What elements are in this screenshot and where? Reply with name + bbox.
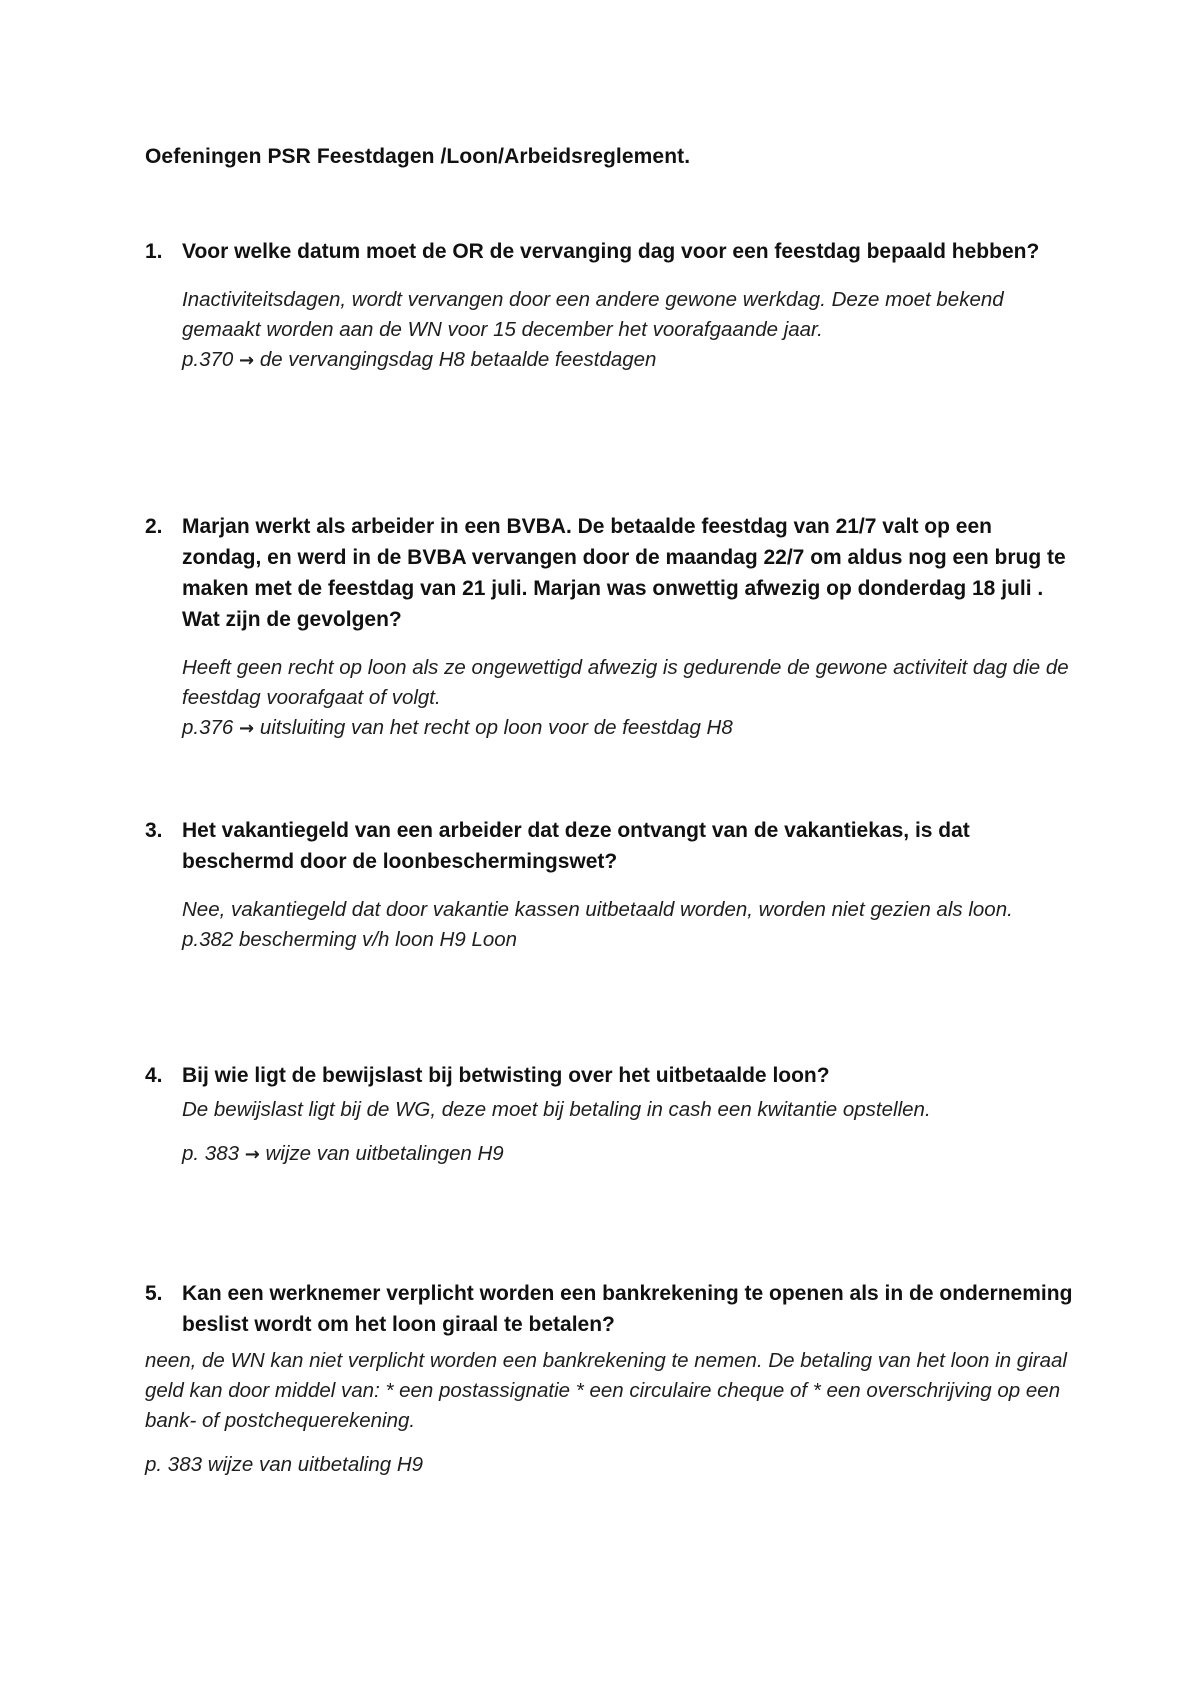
reference-page: p.376 — [182, 716, 234, 739]
document-title: Oefeningen PSR Feestdagen /Loon/Arbeidsreglement. — [145, 145, 691, 168]
question-2 — [145, 511, 1075, 744]
answer-block — [182, 895, 1075, 955]
answer-text: Inactiviteitsdagen, wordt vervangen door een andere gewone werkdag. Deze moet bekend gemaakt worden aan de WN voor 15 december het voorafgaande jaar. — [182, 288, 1004, 341]
question-number: 1. — [145, 240, 163, 263]
answer-block — [182, 285, 1075, 376]
answer-block — [182, 653, 1075, 744]
reference-text: wijze van uitbetalingen H9 — [265, 1142, 504, 1165]
answer-reference — [182, 1139, 1075, 1170]
reference-page: p.370 — [182, 348, 234, 371]
reference-text: uitsluiting van het recht op loon voor de feestdag H8 — [259, 716, 733, 739]
question-3 — [145, 815, 1075, 955]
question-1 — [145, 236, 1075, 376]
answer-block — [145, 1346, 1075, 1480]
reference-page: p. 383 — [182, 1142, 239, 1165]
answer-block — [182, 1095, 1075, 1170]
reference-text: de vervangingsdag H8 betaalde feestdagen — [259, 348, 657, 371]
question-text: Het vakantiegeld van een arbeider dat deze ontvangt van de vakantiekas, is dat beschermd door de loonbeschermingswet? — [182, 819, 970, 873]
question-5 — [145, 1278, 1075, 1480]
answer-reference — [182, 345, 1075, 376]
question-text: Voor welke datum moet de OR de vervanging dag voor een feestdag bepaald hebben? — [182, 240, 1040, 263]
answer-reference: p. 383 wijze van uitbetaling H9 — [145, 1453, 424, 1476]
answer-text: Nee, vakantiegeld dat door vakantie kassen uitbetaald worden, worden niet gezien als loon. — [182, 898, 1013, 921]
answer-reference: p.382 bescherming v/h loon H9 Loon — [182, 928, 518, 951]
arrow-right-icon: → — [239, 718, 255, 739]
question-text: Bij wie ligt de bewijslast bij betwisting over het uitbetaalde loon? — [182, 1064, 830, 1087]
arrow-right-icon: → — [244, 1144, 260, 1165]
question-number: 2. — [145, 515, 163, 538]
question-number: 4. — [145, 1064, 163, 1087]
question-text: Kan een werknemer verplicht worden een bankrekening te openen als in de onderneming beslist wordt om het loon giraal te betalen? — [182, 1282, 1073, 1336]
answer-text: Heeft geen recht op loon als ze ongewettigd afwezig is gedurende de gewone activiteit dag die de feestdag voorafgaat of volgt. — [182, 656, 1069, 709]
answer-reference — [182, 713, 1075, 744]
question-text: Marjan werkt als arbeider in een BVBA. De betaalde feestdag van 21/7 valt op een zondag, en werd in de BVBA vervangen door de maandag 22/7 om aldus nog een brug te maken met de feestdag van 21 juli. Marjan was onwettig afwezig op donderdag 18 juli . Wat zijn de gevolgen? — [182, 515, 1066, 631]
arrow-right-icon: → — [239, 350, 255, 371]
answer-text: De bewijslast ligt bij de WG, deze moet bij betaling in cash een kwitantie opstellen. — [182, 1098, 931, 1121]
question-4 — [145, 1060, 1075, 1170]
question-number: 3. — [145, 819, 163, 842]
question-number: 5. — [145, 1282, 163, 1305]
answer-text: neen, de WN kan niet verplicht worden een bankrekening te nemen. De betaling van het loon in giraal geld kan door middel van: * een postassignatie * een circulaire cheque of * een overschrijving op een bank- of postchequerekening. — [145, 1349, 1067, 1432]
